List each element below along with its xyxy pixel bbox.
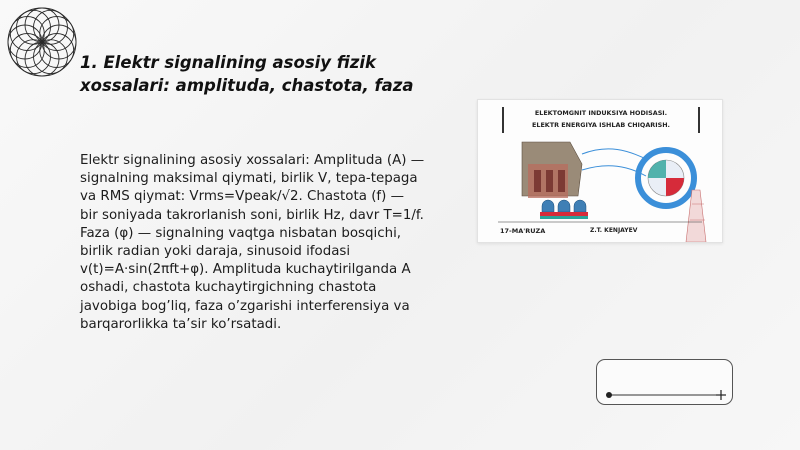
slide-title: 1. Elektr signalining asosiy fizik xossalari: amplituda, chastota, faza xyxy=(80,53,414,95)
lecture-thumbnail-image xyxy=(477,99,723,243)
power-plant-illustration xyxy=(478,134,722,242)
picture-heading xyxy=(502,107,700,133)
generator-red-sector xyxy=(666,178,684,196)
picture-heading-line-2: ELEKTR ENERGIYA ISHLAB CHIQARISH. xyxy=(532,121,670,129)
lecture-number: 17-MA'RUZA xyxy=(500,227,546,235)
slide-body-text: Elektr signalining asosiy xossalari: Amplituda (A) — signalning maksimal qiymati, birlik V, tepa-tepaga va RMS qiymat: Vrms=Vpeak/√2. Chastota (f) — bir soniyada takrorlanish soni, birlik Hz, davr T=1/f. Faza (φ) — signalning vaqtga nisbatan bosqichi, birlik radian yoki daraja, sinusoid ifodasi v(t)=A·sin(2πft+φ). Amplituda kuchaytirilganda A oshadi, chastota kuchaytirgichning chastota javobiga bog’liq, faza o’zgarishi interferensiya va barqarorlikka ta’sir ko’rsatadi. xyxy=(80,153,425,332)
author-name: Z.T. KENJAYEV xyxy=(590,227,638,234)
turbine-group xyxy=(542,200,586,212)
circular-flower-ornament-icon xyxy=(4,4,80,80)
timeline-control[interactable] xyxy=(596,359,733,405)
picture-heading-line-1: ELEKTOMGNIT INDUKSIYA HODISASI. xyxy=(534,109,668,117)
timeline-track xyxy=(597,360,732,404)
